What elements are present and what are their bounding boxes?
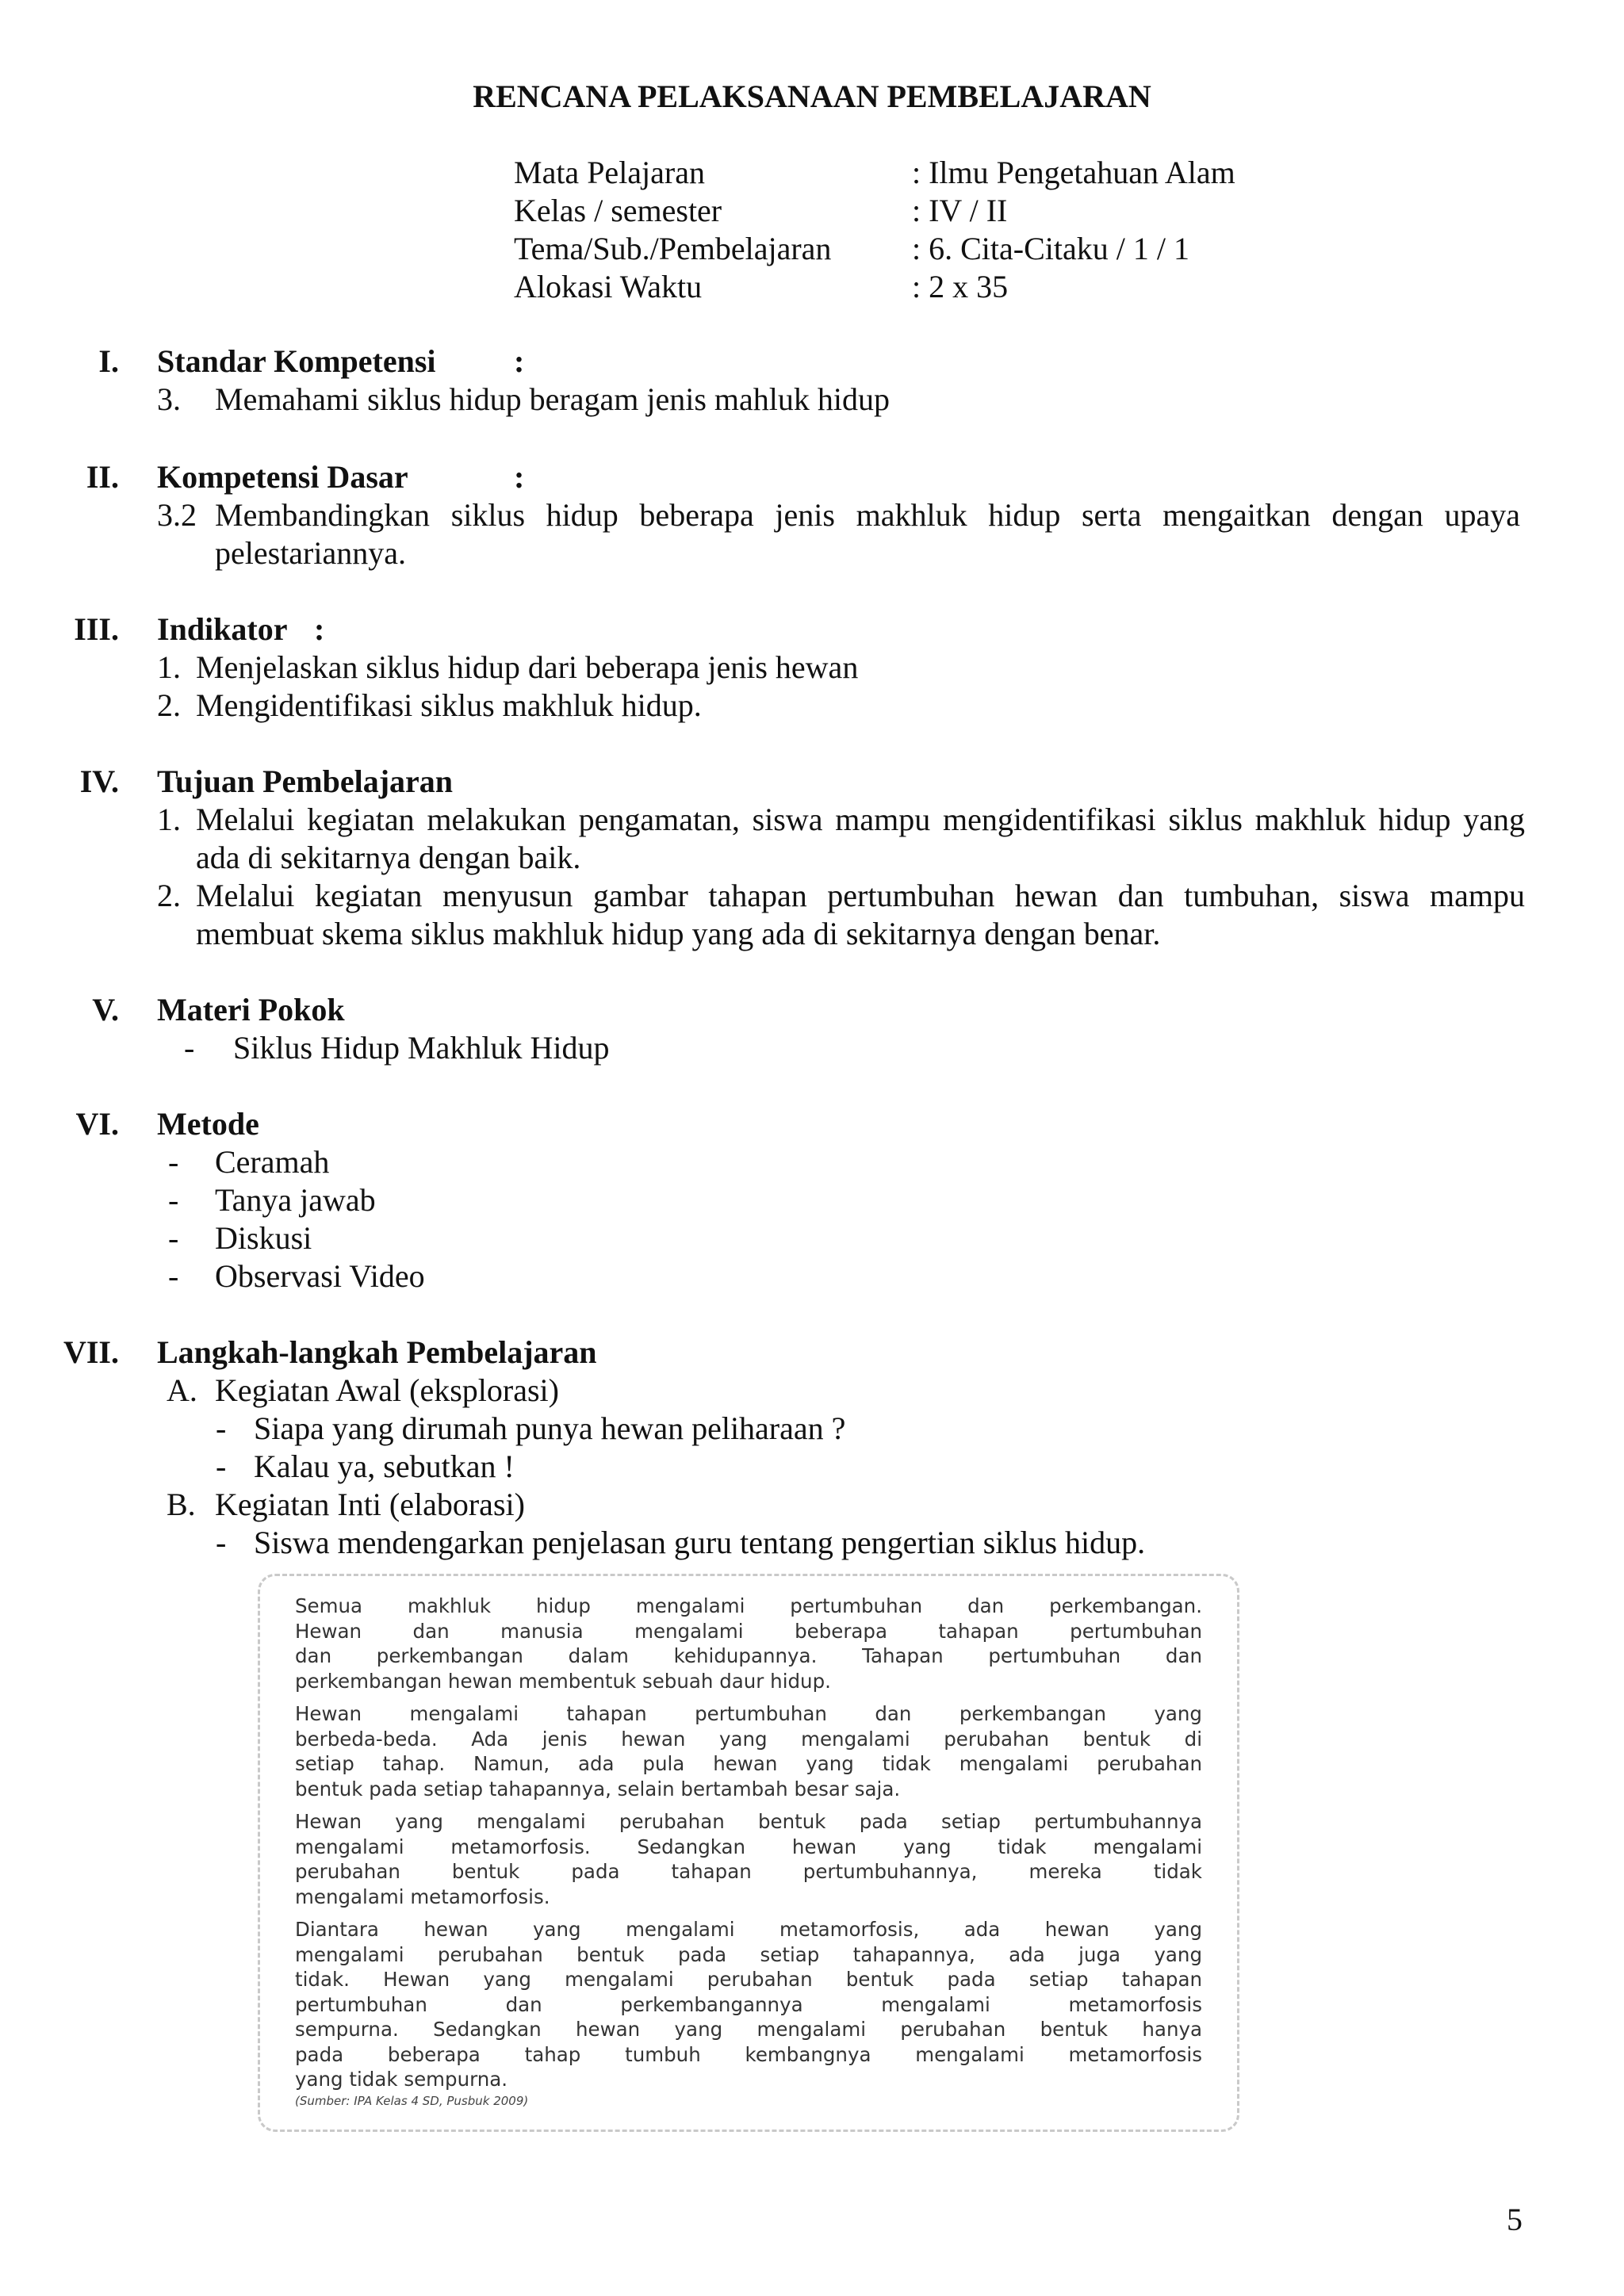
item-text: Menjelaskan siklus hidup dari beberapa jenis hewan [196,649,859,685]
section-number: I. [98,343,119,379]
excerpt-line: perubahan bentuk pada tahapan pertumbuhannya, mereka tidak [295,1860,1202,1883]
excerpt-line: sempurna. Sedangkan hewan yang mengalami perubahan bentuk hanya [295,2018,1202,2041]
dash-bullet: - [168,1144,179,1180]
subsection-title: Kegiatan Inti (elaborasi) [215,1487,525,1522]
item-number: 2. [157,878,181,913]
subsection-label: A. [167,1372,197,1408]
excerpt-line: tidak. Hewan yang mengalami perubahan bentuk pada setiap tahapan [295,1968,1202,1991]
list-item: Kalau ya, sebutkan ! [254,1448,515,1484]
section-number: V. [92,992,119,1027]
excerpt-line: Hewan mengalami tahapan pertumbuhan dan perkembangan yang [295,1702,1202,1725]
excerpt-line: pada beberapa tahap tumbuh kembangnya mengalami metamorfosis [295,2042,1202,2066]
item-number: 1. [157,802,181,837]
excerpt-line: Hewan dan manusia mengalami beberapa tahapan pertumbuhan [295,1619,1202,1643]
list-item: Siswa mendengarkan penjelasan guru tentang pengertian siklus hidup. [254,1525,1146,1560]
section-title: Indikator [157,611,288,647]
excerpt-line: Diantara hewan yang mengalami metamorfosis, ada hewan yang [295,1918,1202,1941]
section-title: Standar Kompetensi [157,343,436,379]
info-value: : 6. Cita-Citaku / 1 / 1 [912,231,1189,266]
section-colon: : [514,343,525,379]
textbook-excerpt [295,1594,1202,2110]
info-value: : IV / II [912,193,1008,228]
section-colon: : [314,611,325,647]
item-text: Siklus Hidup Makhluk Hidup [233,1030,610,1066]
document-title: RENCANA PELAKSANAAN PEMBELAJARAN [473,78,1151,114]
dash-bullet: - [168,1258,179,1294]
list-item: Observasi Video [215,1258,425,1294]
subsection-label: B. [167,1487,196,1522]
subsection-title: Kegiatan Awal (eksplorasi) [215,1372,559,1408]
excerpt-line: mengalami metamorfosis. Sedangkan hewan yang tidak mengalami [295,1835,1202,1858]
section-number: II. [86,459,119,495]
list-item: Ceramah [215,1144,330,1180]
section-colon: : [514,459,525,495]
dash-bullet: - [168,1220,179,1256]
excerpt-source: (Sumber: IPA Kelas 4 SD, Pusbuk 2009) [295,2093,529,2108]
section-title: Langkah-langkah Pembelajaran [157,1334,597,1370]
item-number: 3.2 [157,497,197,533]
excerpt-line: Hewan yang mengalami perubahan bentuk pada setiap pertumbuhannya [295,1810,1202,1833]
info-value: : 2 x 35 [912,269,1009,304]
excerpt-line: Semua makhluk hidup mengalami pertumbuhan dan perkembangan. [295,1594,1202,1617]
section-title: Kompetensi Dasar [157,459,408,495]
excerpt-line: mengalami perubahan bentuk pada setiap tahapannya, ada juga yang [295,1942,1202,1966]
excerpt-line: yang tidak sempurna. [295,2068,508,2091]
item-text-continued: membuat skema siklus makhluk hidup yang ada di sekitarnya dengan benar. [196,916,1161,951]
dash-bullet: - [184,1030,195,1066]
dash-bullet: - [216,1410,227,1446]
section-number: IV. [79,763,119,799]
item-text: Melalui kegiatan melakukan pengamatan, siswa mampu mengidentifikasi siklus makhluk hidup yang [196,802,1525,837]
excerpt-line: perkembangan hewan membentuk sebuah daur hidup. [295,1669,831,1693]
item-number: 1. [157,649,181,685]
info-label: Tema/Sub./Pembelajaran [514,231,832,266]
textbook-excerpt-box [258,1574,1239,2132]
section-title: Materi Pokok [157,992,345,1027]
item-text: Mengidentifikasi siklus makhluk hidup. [196,687,702,723]
section-number: III. [74,611,119,647]
excerpt-line: berbeda-beda. Ada jenis hewan yang mengalami perubahan bentuk di [295,1727,1202,1751]
excerpt-line: pertumbuhan dan perkembangannya mengalami metamorfosis [295,1992,1202,2016]
excerpt-line: mengalami metamorfosis. [295,1885,550,1908]
item-number: 3. [157,381,181,417]
dash-bullet: - [216,1448,227,1484]
item-number: 2. [157,687,181,723]
list-item: Diskusi [215,1220,312,1256]
info-label: Mata Pelajaran [514,155,705,190]
dash-bullet: - [216,1525,227,1560]
info-value: : Ilmu Pengetahuan Alam [912,155,1235,190]
section-title: Tujuan Pembelajaran [157,763,454,799]
item-text: Membandingkan siklus hidup beberapa jenis makhluk hidup serta mengaitkan dengan upaya [215,497,1520,533]
item-text: Melalui kegiatan menyusun gambar tahapan pertumbuhan hewan dan tumbuhan, siswa mampu [196,878,1525,913]
info-label: Kelas / semester [514,193,722,228]
excerpt-line: setiap tahap. Namun, ada pula hewan yang tidak mengalami perubahan [295,1752,1202,1775]
info-label: Alokasi Waktu [514,269,703,304]
item-text-continued: ada di sekitarnya dengan baik. [196,840,581,875]
excerpt-line: bentuk pada setiap tahapannya, selain bertambah besar saja. [295,1777,901,1800]
dash-bullet: - [168,1182,179,1218]
list-item: Tanya jawab [215,1182,376,1218]
section-number: VII. [63,1334,119,1370]
list-item: Siapa yang dirumah punya hewan peliharaan ? [254,1410,846,1446]
item-text-continued: pelestariannya. [215,535,406,571]
page-number: 5 [1507,2202,1522,2237]
item-text: Memahami siklus hidup beragam jenis mahluk hidup [215,381,890,417]
section-number: VI. [75,1106,119,1142]
section-title: Metode [157,1106,259,1142]
excerpt-line: dan perkembangan dalam kehidupannya. Tahapan pertumbuhan dan [295,1644,1202,1667]
